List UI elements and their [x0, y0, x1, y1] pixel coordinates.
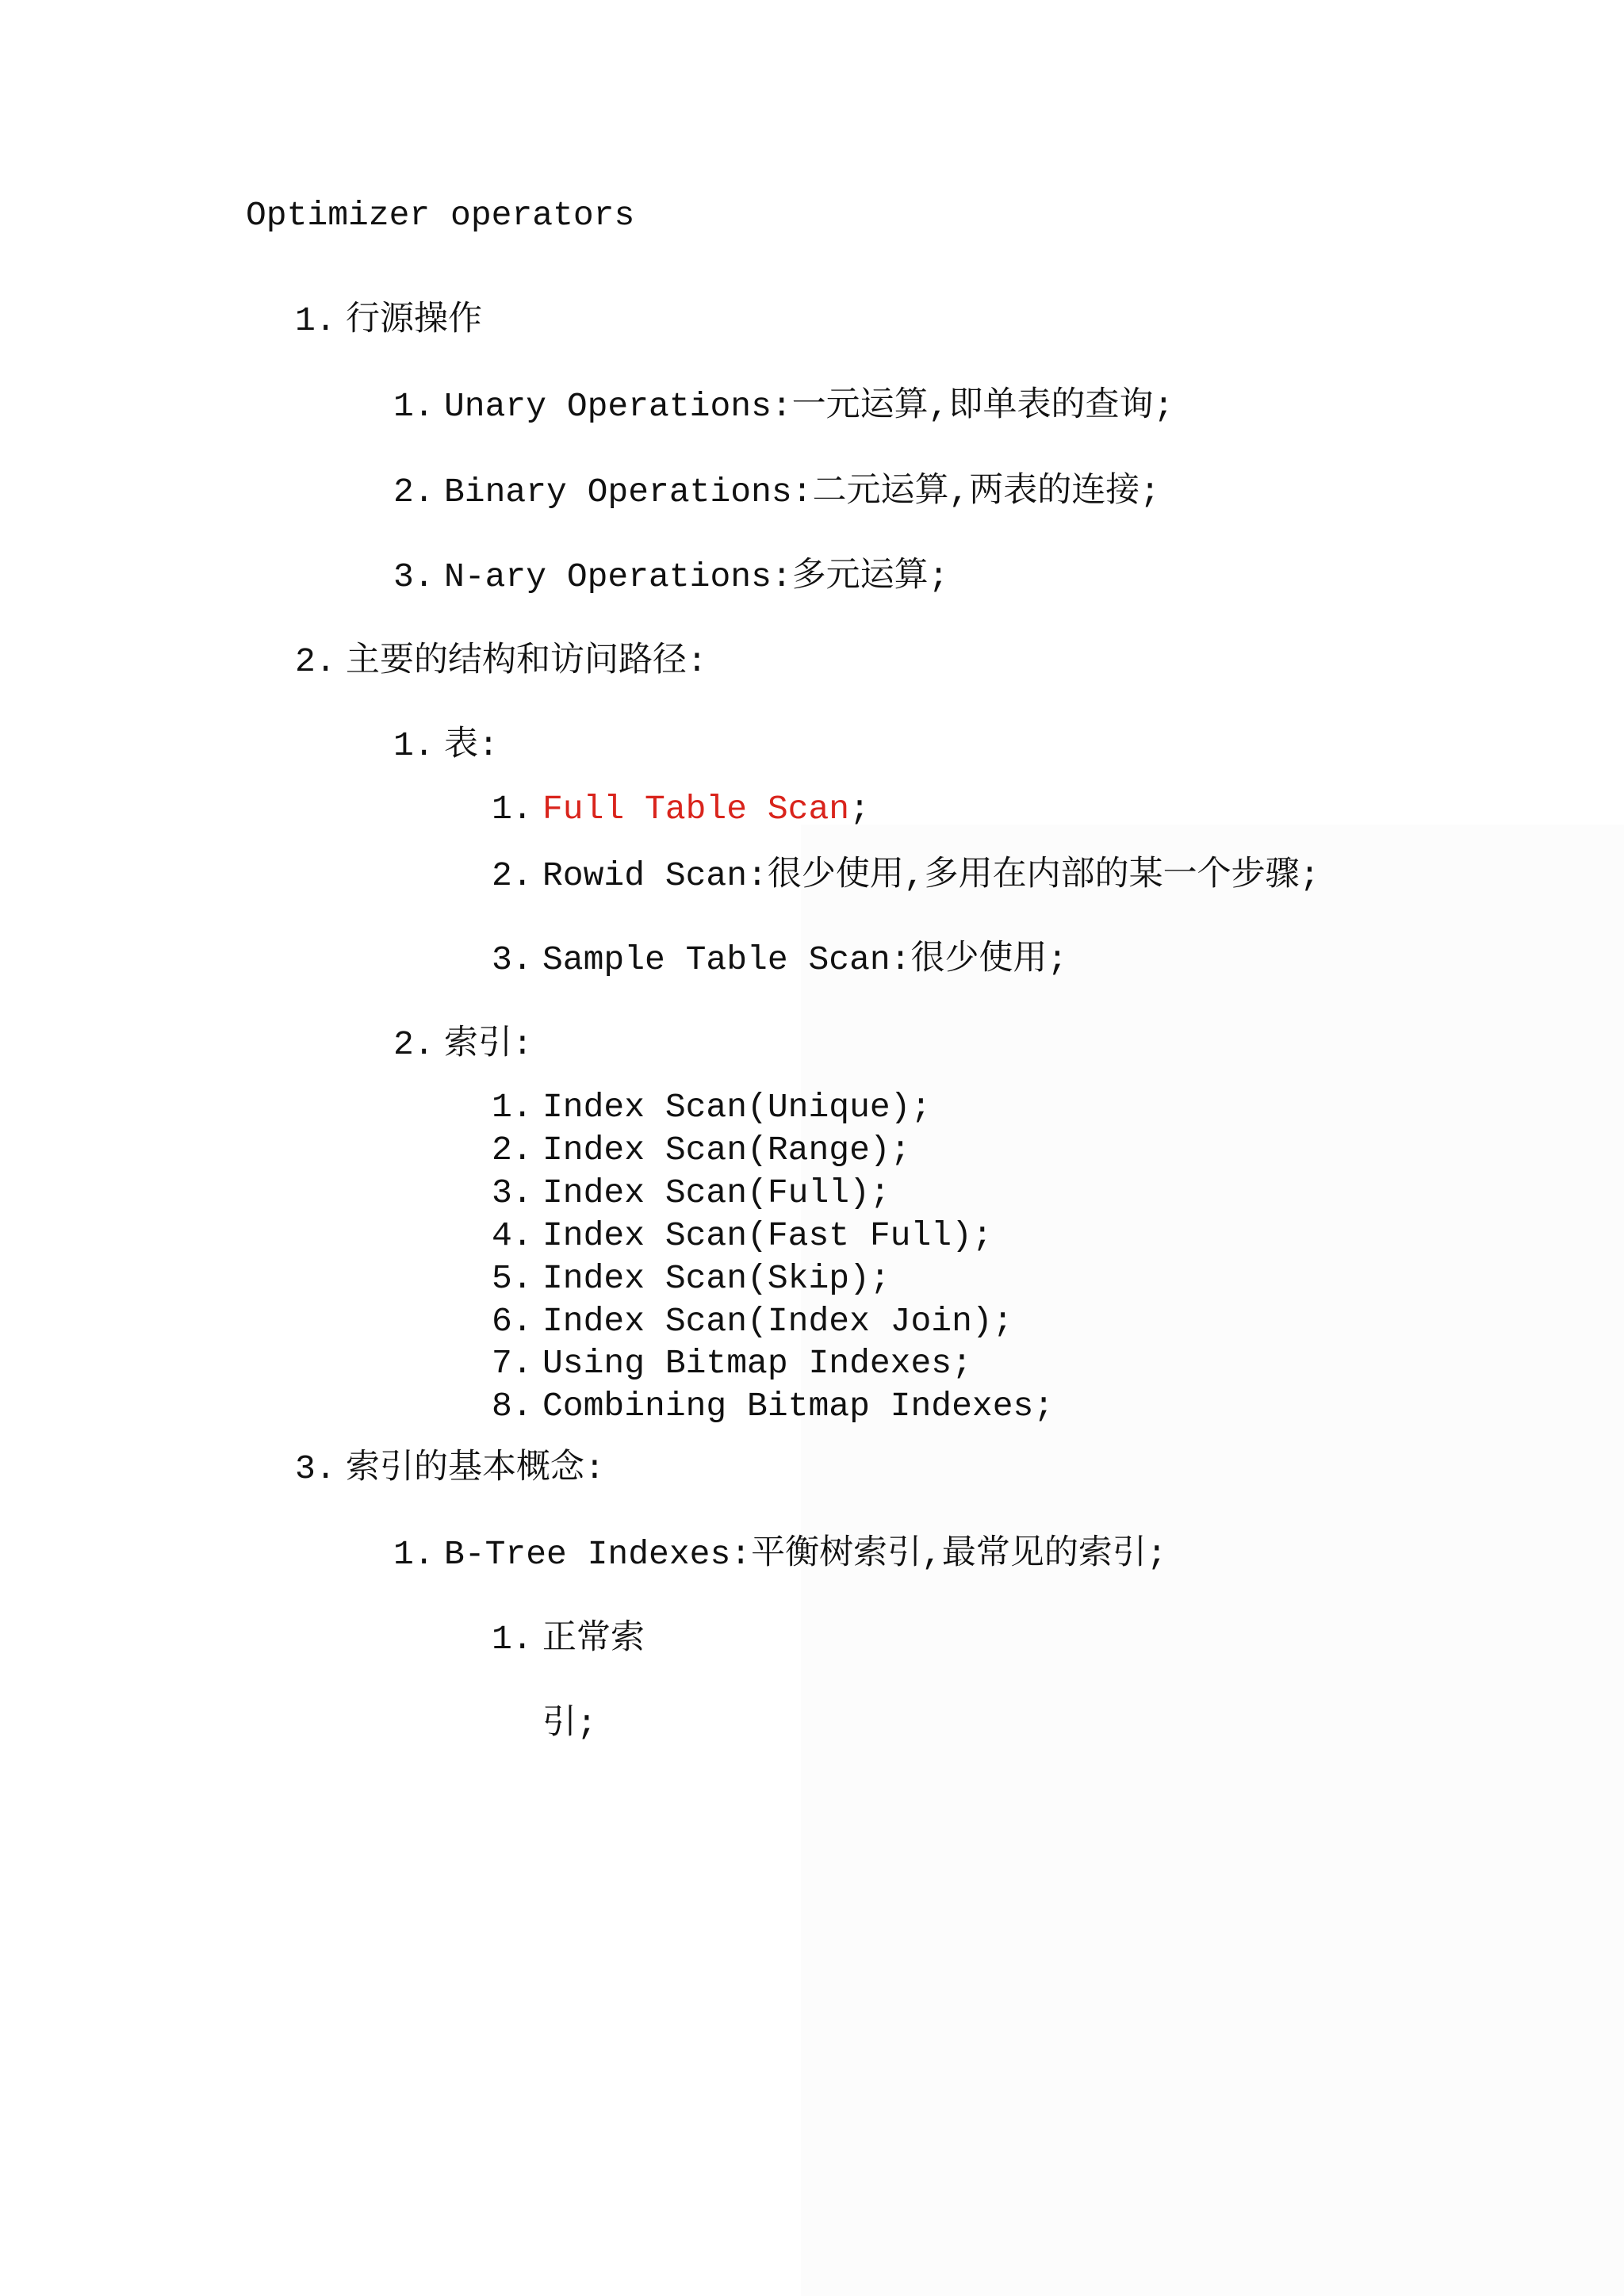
list-item-text: Index Scan(Full);: [542, 1173, 891, 1212]
list-item-text: Unary Operations:一元运算,即单表的查询;: [444, 387, 1174, 426]
section-3-heading: [295, 1448, 605, 1490]
page-title: Optimizer operators: [246, 196, 635, 235]
list-number: 2.: [492, 856, 533, 895]
heading-text: 行源操作: [346, 301, 482, 340]
list-item-text: 正常索: [542, 1620, 645, 1659]
heading-text: 索引的基本概念:: [346, 1449, 605, 1488]
list-number: 1.: [393, 1535, 435, 1574]
list-item-text: Index Scan(Unique);: [542, 1088, 932, 1127]
list-item: [492, 855, 1320, 897]
list-number: 3.: [492, 1173, 533, 1212]
list-number: 1.: [393, 387, 435, 426]
list-number: 2.: [492, 1131, 533, 1169]
list-number: 2.: [295, 642, 336, 681]
list-number: 1.: [492, 1088, 533, 1127]
list-item: [492, 1257, 891, 1300]
list-item-text: Index Scan(Skip);: [542, 1259, 891, 1298]
subsection-heading: [393, 725, 499, 767]
list-number: 3.: [295, 1449, 336, 1488]
list-item: [393, 385, 1174, 428]
section-1-heading: [295, 300, 482, 342]
list-number: 1.: [492, 1620, 533, 1659]
highlighted-text: Full Table Scan: [542, 790, 850, 828]
list-item: [393, 1533, 1167, 1576]
list-item-suffix: ;: [849, 790, 870, 828]
list-item: [492, 939, 1067, 982]
list-item-text: Index Scan(Index Join);: [542, 1302, 1013, 1341]
list-item: [492, 1215, 993, 1257]
list-number: 4.: [492, 1216, 533, 1255]
list-item-text: Rowid Scan:很少使用,多用在内部的某一个步骤;: [542, 856, 1320, 895]
list-number: 1.: [492, 790, 533, 828]
heading-text: 主要的结构和访问路径:: [346, 642, 707, 681]
list-number: 5.: [492, 1259, 533, 1298]
list-item-text: Index Scan(Fast Full);: [542, 1216, 993, 1255]
list-number: 3.: [492, 940, 533, 979]
list-item-text: 引;: [542, 1705, 597, 1743]
list-item-text: N-ary Operations:多元运算;: [444, 557, 949, 596]
list-item: [492, 1342, 972, 1385]
list-number: 6.: [492, 1302, 533, 1341]
list-number: 1.: [393, 726, 435, 765]
subsection-heading: [393, 1024, 533, 1066]
list-item: [492, 1618, 645, 1661]
list-item: [393, 471, 1160, 514]
list-item-text: Using Bitmap Indexes;: [542, 1344, 972, 1383]
list-number: 7.: [492, 1344, 533, 1383]
list-number: 8.: [492, 1387, 533, 1425]
list-item-text: Combining Bitmap Indexes;: [542, 1387, 1055, 1425]
list-item: [492, 1086, 931, 1129]
list-item: [492, 1129, 910, 1172]
list-number: 3.: [393, 557, 435, 596]
list-item: [492, 788, 870, 831]
section-2-heading: [295, 641, 707, 683]
list-item: [492, 1172, 891, 1215]
list-number: 1.: [295, 301, 336, 340]
list-item-text: Binary Operations:二元运算,两表的连接;: [444, 473, 1161, 511]
list-item-continuation: [542, 1703, 597, 1746]
list-number: 2.: [393, 473, 435, 511]
heading-text: 索引:: [444, 1025, 533, 1064]
list-item: [393, 556, 948, 599]
list-item-text: Sample Table Scan:很少使用;: [542, 940, 1068, 979]
list-item-text: B-Tree Indexes:平衡树索引,最常见的索引;: [444, 1535, 1167, 1574]
list-item-text: Index Scan(Range);: [542, 1131, 911, 1169]
list-item: [492, 1385, 1054, 1428]
list-item: [492, 1300, 1013, 1343]
list-number: 2.: [393, 1025, 435, 1064]
heading-text: 表:: [444, 726, 499, 765]
